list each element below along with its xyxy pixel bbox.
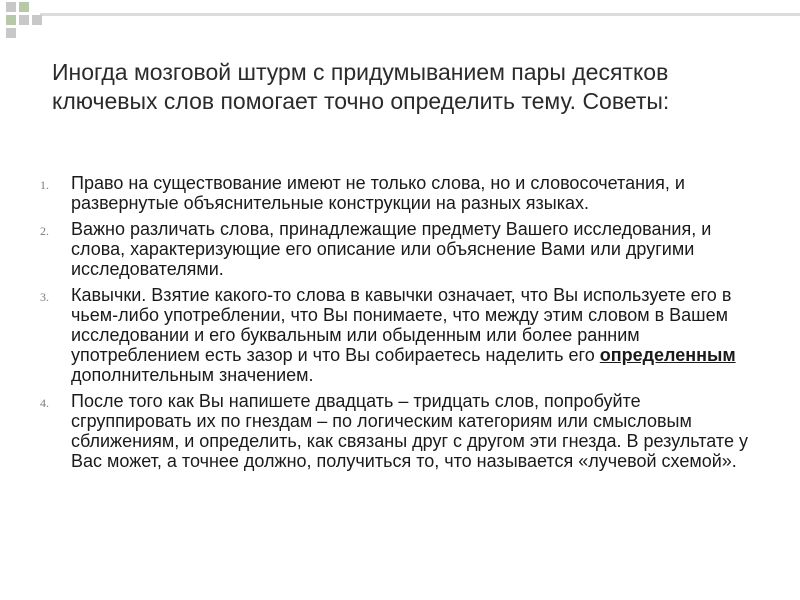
decorative-header	[0, 0, 800, 40]
decor-square	[6, 15, 16, 25]
header-rule	[40, 13, 800, 16]
item-number: 1.	[40, 178, 49, 192]
decor-square	[32, 15, 42, 25]
list-item	[40, 391, 760, 471]
list-item	[40, 219, 760, 279]
item-text: Кавычки. Взятие какого-то слова в кавычки означает, что Вы используете его в чьем-либо употреблении, что Вы понимаете, что между этим словом в Вашем исследовании и его буквальным или обыденным или более ранним употреблением есть зазор и что Вы собираетесь наделить его	[71, 285, 732, 365]
list-item	[40, 173, 760, 213]
item-number: 4.	[40, 396, 49, 410]
tips-list	[40, 173, 760, 477]
item-number: 3.	[40, 290, 49, 304]
decor-square	[19, 2, 29, 12]
item-text: Важно различать слова, принадлежащие предмету Вашего исследования, и слова, характеризующие его описание или объяснение Вами или другими исследователями.	[71, 219, 712, 279]
emphasized-word: определенным	[599, 345, 736, 365]
item-text: После того как Вы напишете двадцать – тридцать слов, попробуйте сгруппировать их по гнездам – по логическим категориям или смысловым сближениям, и определить, как связаны друг с другом эти гнезда. В результате у Вас может, а точнее должно, получиться то, что называется «лучевой схемой».	[71, 391, 748, 471]
item-number: 2.	[40, 224, 49, 238]
list-item	[40, 285, 760, 385]
item-text: Право на существование имеют не только слова, но и словосочетания, и развернутые объяснительные конструкции на разных языках.	[71, 173, 685, 213]
decor-square	[19, 15, 29, 25]
decor-square	[6, 2, 16, 12]
item-text: дополнительным значением.	[71, 365, 314, 385]
slide-title: Иногда мозговой штурм с придумыванием пары десятков ключевых слов помогает точно определить тему. Советы:	[52, 59, 670, 114]
decor-square	[6, 28, 16, 38]
